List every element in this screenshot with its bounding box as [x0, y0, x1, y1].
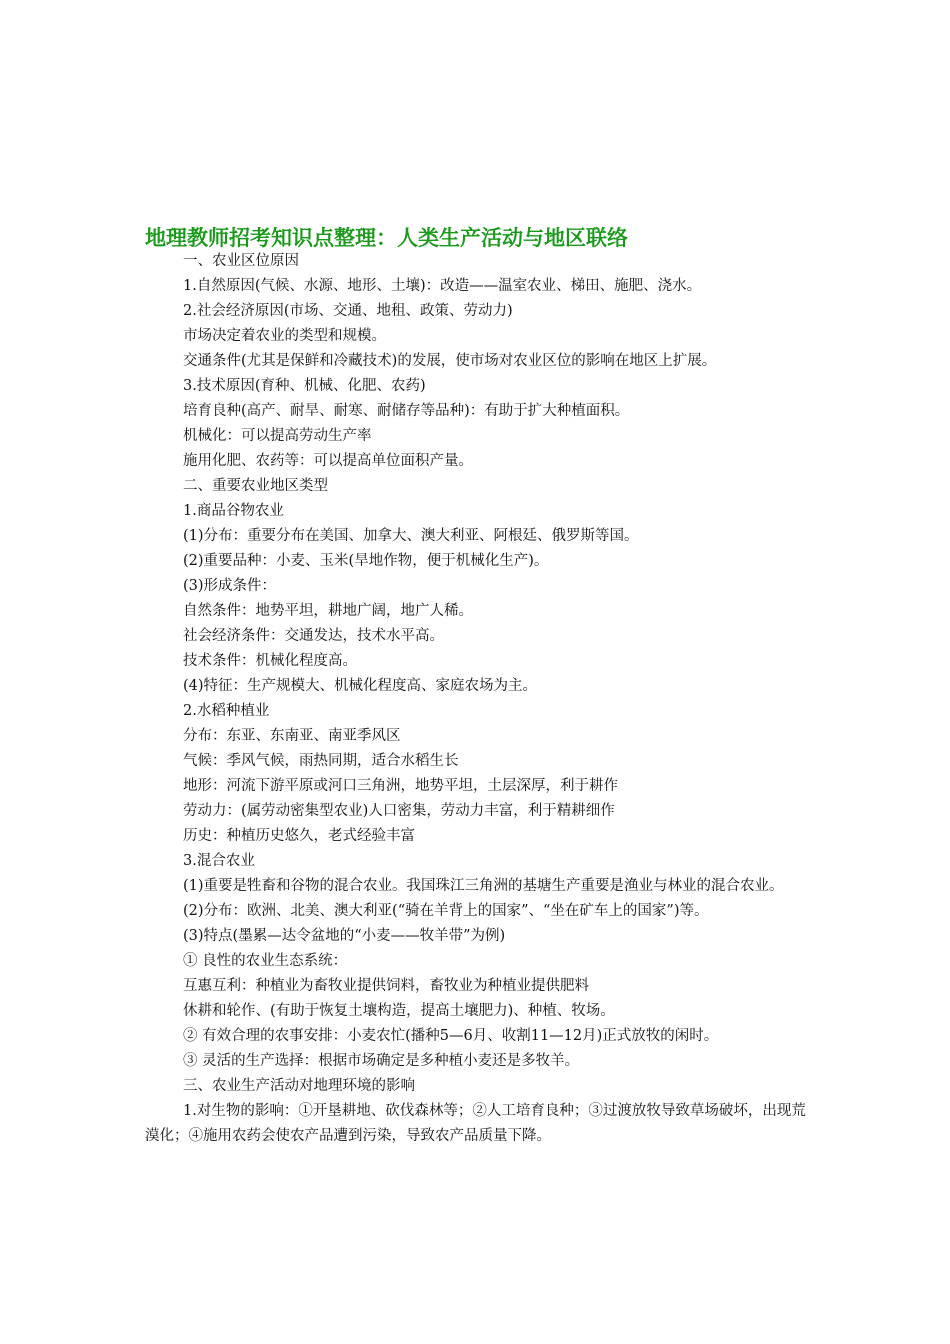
paragraph: (4)特征：生产规模大、机械化程度高、家庭农场为主。 — [183, 678, 538, 694]
paragraph: 交通条件(尤其是保鲜和冷藏技术)的发展，使市场对农业区位的影响在地区上扩展。 — [183, 353, 717, 369]
paragraph: 分布：东亚、东南亚、南亚季风区 — [183, 728, 401, 744]
paragraph: 互惠互利：种植业为畜牧业提供饲料，畜牧业为种植业提供肥料 — [183, 978, 589, 994]
paragraph: 1.对生物的影响：①开垦耕地、砍伐森林等；②人工培育良种；③过渡放牧导致草场破坏，出现荒漠化；④施用农药会使农产品遭到污染，导致农产品质量下降。 — [145, 1103, 806, 1144]
paragraph: 休耕和轮作、(有助于恢复土壤构造，提高土壤肥力)、种植、牧场。 — [183, 1003, 615, 1019]
section-heading: 一、农业区位原因 — [183, 253, 299, 269]
paragraph: 培育良种(高产、耐旱、耐寒、耐储存等品种)：有助于扩大种植面积。 — [183, 403, 630, 419]
paragraph: 3.技术原因(育种、机械、化肥、农药) — [183, 378, 426, 394]
paragraph: 历史：种植历史悠久，老式经验丰富 — [183, 828, 415, 844]
section-heading: 三、农业生产活动对地理环境的影响 — [183, 1078, 415, 1094]
paragraph: ③ 灵活的生产选择：根据市场确定是多种植小麦还是多牧羊。 — [183, 1053, 580, 1069]
paragraph: (2)分布：欧洲、北美、澳大利亚(“骑在羊背上的国家”、“坐在矿车上的国家”)等。 — [183, 903, 709, 919]
paragraph: 施用化肥、农药等：可以提高单位面积产量。 — [183, 453, 473, 469]
paragraph: (3)形成条件： — [183, 578, 277, 594]
document-body — [145, 249, 810, 1149]
paragraph: (3)特点(墨累—达令盆地的“小麦——牧羊带”为例) — [183, 928, 506, 944]
paragraph: 1.商品谷物农业 — [183, 503, 284, 519]
paragraph: (1)重要是牲畜和谷物的混合农业。我国珠江三角洲的基塘生产重要是渔业与林业的混合农业。 — [183, 878, 784, 894]
paragraph: 市场决定着农业的类型和规模。 — [183, 328, 386, 344]
paragraph: 2.水稻种植业 — [183, 703, 270, 719]
paragraph: ① 良性的农业生态系统： — [183, 953, 348, 969]
paragraph: 劳动力：(属劳动密集型农业)人口密集，劳动力丰富，利于精耕细作 — [183, 803, 615, 819]
paragraph: 1.自然原因(气候、水源、地形、土壤)：改造——温室农业、梯田、施肥、浇水。 — [183, 278, 702, 294]
paragraph: 2.社会经济原因(市场、交通、地租、政策、劳动力) — [183, 303, 513, 319]
paragraph: 社会经济条件：交通发达，技术水平高。 — [183, 628, 444, 644]
paragraph: 自然条件：地势平坦，耕地广阔，地广人稀。 — [183, 603, 473, 619]
paragraph: 气候：季风气候，雨热同期，适合水稻生长 — [183, 753, 459, 769]
paragraph: 技术条件：机械化程度高。 — [183, 653, 357, 669]
paragraph: (1)分布：重要分布在美国、加拿大、澳大利亚、阿根廷、俄罗斯等国。 — [183, 528, 639, 544]
paragraph: 机械化：可以提高劳动生产率 — [183, 428, 372, 444]
paragraph: 地形：河流下游平原或河口三角洲，地势平坦，土层深厚，利于耕作 — [183, 778, 618, 794]
paragraph: 3.混合农业 — [183, 853, 255, 869]
section-heading: 二、重要农业地区类型 — [183, 478, 328, 494]
paragraph: (2)重要品种：小麦、玉米(旱地作物，便于机械化生产)。 — [183, 553, 549, 569]
paragraph: ② 有效合理的农事安排：小麦农忙(播种5—6月、收割11—12月)正式放牧的闲时。 — [183, 1028, 719, 1044]
document-title: 地理教师招考知识点整理：人类生产活动与地区联络 — [145, 226, 628, 250]
